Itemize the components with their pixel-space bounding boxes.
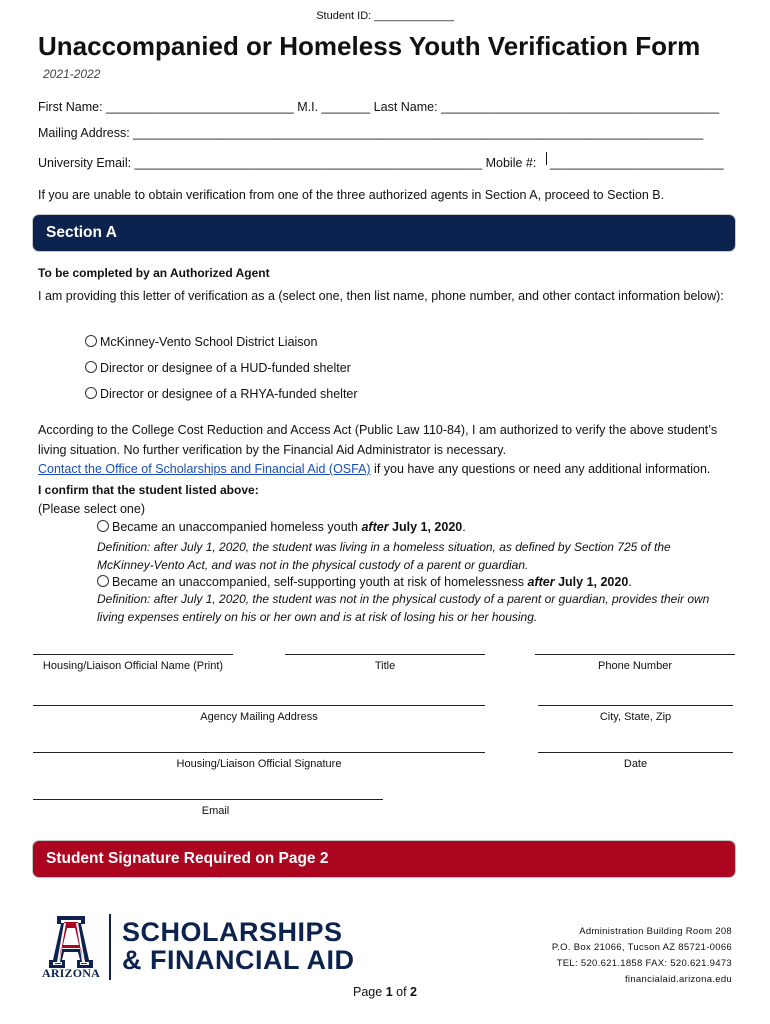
option-hud-shelter[interactable] <box>85 361 351 375</box>
mailing-address-field[interactable]: Mailing Address: __________________________________________________________________________________ <box>38 126 704 140</box>
title-label: Title <box>374 660 396 672</box>
arizona-logo <box>38 914 104 980</box>
definition-at-risk: Definition: after July 1, 2020, the student was not in the physical custody of a parent or guardian, provides their own living expenses entirely on his or her own and is at risk of losing his or her housing. <box>97 592 710 624</box>
status-text: Became an unaccompanied, self-supporting youth at risk of homelessness <box>112 575 528 589</box>
status-period: . <box>628 575 632 589</box>
official-name-label: Housing/Liaison Official Name (Print) <box>42 660 224 672</box>
status-option-homeless[interactable] <box>97 520 466 534</box>
arizona-wordmark: ARIZONA <box>41 966 101 980</box>
status-emphasis: after <box>361 520 389 534</box>
confirm-heading: I confirm that the student listed above: <box>38 483 259 497</box>
form-year: 2021-2022 <box>43 67 101 81</box>
page-word: Page <box>353 985 386 999</box>
intro-text: If you are unable to obtain verification from one of the three authorized agents in Section A, proceed to Section B. <box>38 188 665 202</box>
page-total: 2 <box>410 985 417 999</box>
page-number <box>0 985 770 999</box>
wordmark-line-2: & FINANCIAL AID <box>122 945 355 975</box>
email-mobile-fields[interactable] <box>38 152 724 170</box>
date-line[interactable] <box>538 752 733 753</box>
official-signature-line[interactable] <box>33 752 485 753</box>
phone-fax-line: TEL: 520.621.1858 FAX: 520.621.9473 <box>556 958 732 969</box>
status-date: July 1, 2020 <box>388 520 463 534</box>
address-line: P.O. Box 21066, Tucson AZ 85721-0066 <box>551 942 732 953</box>
contact-osfa-link[interactable]: Contact the Office of Scholarships and Financial Aid (OSFA) <box>38 462 371 476</box>
agency-address-label: Agency Mailing Address <box>200 711 318 723</box>
phone-line[interactable] <box>535 654 735 655</box>
authorized-agent-heading: To be completed by an Authorized Agent <box>38 266 270 280</box>
status-option-at-risk[interactable] <box>97 575 632 589</box>
official-signature-label: Housing/Liaison Official Signature <box>176 758 342 770</box>
page-current: 1 <box>385 985 393 999</box>
contact-text: if you have any questions or need any additional information. <box>370 462 711 476</box>
legal-authorization-text: According to the College Cost Reduction and Access Act (Public Law 110-84), I am authorized to verify the above student’s living situation. No further verification by the Financial Aid Administrator is necessary. <box>38 423 718 457</box>
text-cursor <box>546 152 547 165</box>
email-label: Email <box>201 805 230 817</box>
title-line[interactable] <box>285 654 485 655</box>
radio-rhya-shelter[interactable] <box>85 387 97 399</box>
department-wordmark <box>122 918 355 974</box>
wordmark-line-1: SCHOLARSHIPS <box>122 917 343 947</box>
radio-homeless-youth[interactable] <box>97 520 109 532</box>
radio-at-risk-youth[interactable] <box>97 575 109 587</box>
page-of: of <box>392 985 411 999</box>
contact-line <box>38 462 710 476</box>
select-one-note: (Please select one) <box>38 502 146 516</box>
student-signature-banner <box>33 841 735 877</box>
office-address <box>430 924 732 988</box>
official-name-line[interactable] <box>33 654 233 655</box>
definition-homeless: Definition: after July 1, 2020, the student was living in a homeless situation, as defined by Section 725 of the McKinney-Vento Act, and was not in the physical custody of a parent or guardian. <box>97 540 671 572</box>
logo-divider <box>109 914 111 980</box>
address-line: Administration Building Room 208 <box>579 926 732 937</box>
option-label: Director or designee of a RHYA-funded shelter <box>100 387 358 401</box>
university-email-field[interactable]: University Email: __________________________________________________ Mobile #: <box>38 156 537 170</box>
mobile-field[interactable]: _________________________ <box>549 156 724 170</box>
option-label: Director or designee of a HUD-funded shelter <box>100 361 351 375</box>
phone-label: Phone Number <box>598 660 672 672</box>
city-state-zip-line[interactable] <box>538 705 733 706</box>
section-a-header <box>33 215 735 251</box>
student-id-line[interactable]: Student ID: _____________ <box>316 10 454 22</box>
form-title: Unaccompanied or Homeless Youth Verification Form <box>38 31 701 61</box>
status-emphasis: after <box>527 575 555 589</box>
city-state-zip-label: City, State, Zip <box>599 711 672 723</box>
status-date: July 1, 2020 <box>554 575 629 589</box>
agent-instruction: I am providing this letter of verification as a (select one, then list name, phone number, and other contact information below): <box>38 289 724 303</box>
radio-mckinney-vento[interactable] <box>85 335 97 347</box>
status-text: Became an unaccompanied homeless youth <box>112 520 362 534</box>
status-period: . <box>462 520 466 534</box>
name-fields[interactable]: First Name: ___________________________ M.I. _______ Last Name: ________________________________________ <box>38 100 720 114</box>
date-label: Date <box>623 758 648 770</box>
radio-hud-shelter[interactable] <box>85 361 97 373</box>
section-a-title: Section A <box>46 224 117 241</box>
student-signature-text: Student Signature Required on Page 2 <box>46 850 329 867</box>
option-mckinney-vento[interactable] <box>85 335 317 349</box>
agency-address-line[interactable] <box>33 705 485 706</box>
option-label: McKinney-Vento School District Liaison <box>100 335 318 349</box>
website-line[interactable]: financialaid.arizona.edu <box>624 974 732 985</box>
email-line[interactable] <box>33 799 383 800</box>
option-rhya-shelter[interactable] <box>85 387 358 401</box>
